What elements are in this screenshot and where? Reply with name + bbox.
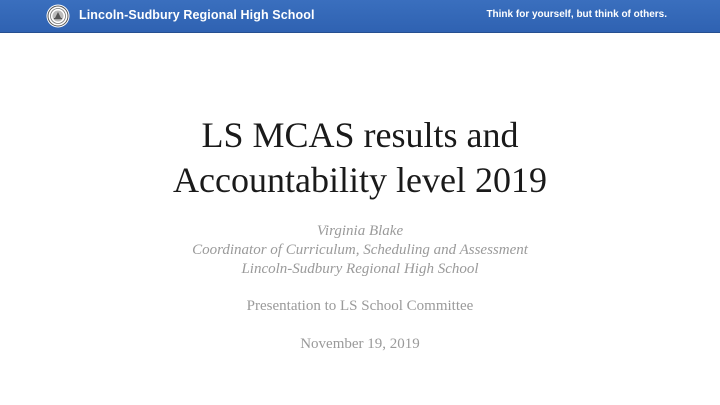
school-seal-icon (46, 4, 70, 28)
presenter-organization: Lincoln-Sudbury Regional High School (241, 261, 479, 277)
presenter-block (0, 222, 720, 279)
title-line-2: Accountability level 2019 (173, 160, 547, 200)
presenter-role: Coordinator of Curriculum, Scheduling and Assessment (192, 242, 528, 258)
presentation-date: November 19, 2019 (300, 336, 420, 352)
school-motto: Think for yourself, but think of others. (486, 9, 667, 20)
presenter-name: Virginia Blake (316, 223, 404, 239)
slide-title (0, 113, 720, 203)
header-bar (0, 0, 720, 33)
presentation-venue: Presentation to LS School Committee (246, 298, 474, 314)
school-name: Lincoln-Sudbury Regional High School (79, 8, 315, 22)
title-line-1: LS MCAS results and (201, 115, 519, 155)
